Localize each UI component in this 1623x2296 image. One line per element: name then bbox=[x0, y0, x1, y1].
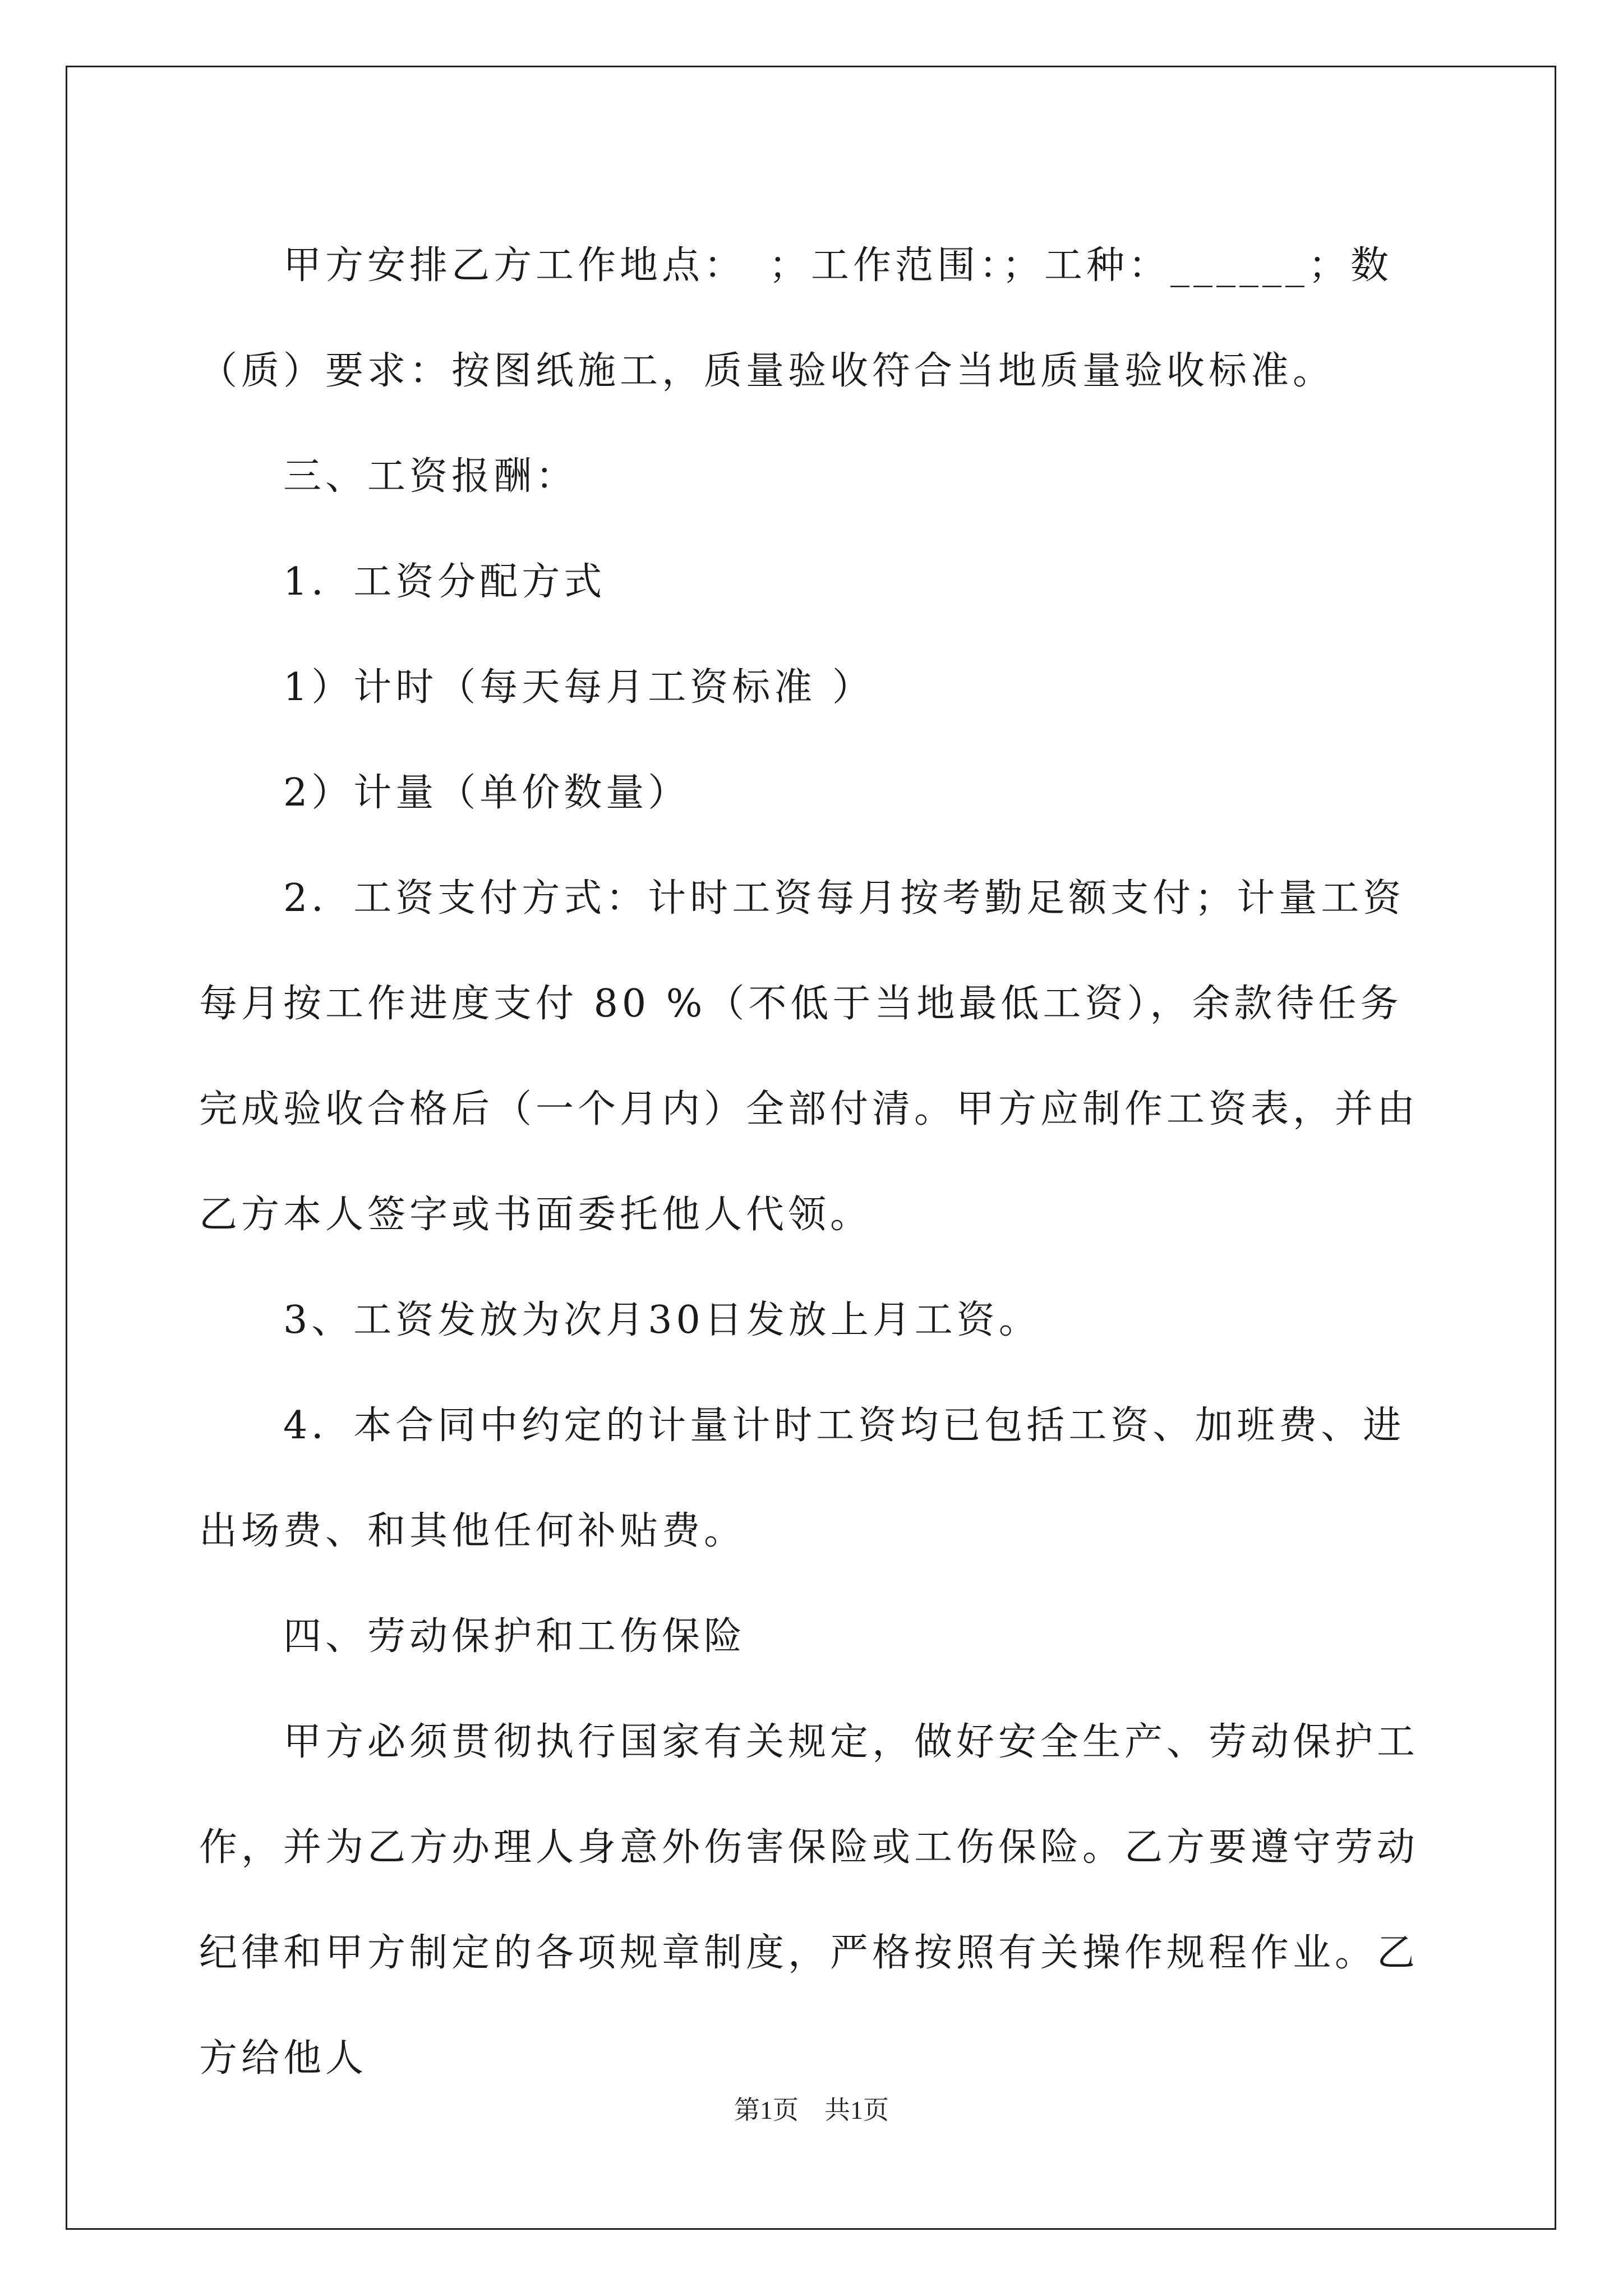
heading-labor-protection: 四、劳动保护和工伤保险 bbox=[283, 1614, 746, 1659]
page-number-footer: 第1页 共1页 bbox=[734, 2096, 889, 2124]
item-wage-distribution: 1．工资分配方式 bbox=[283, 560, 606, 604]
paragraph-payment-method: 2．工资支付方式：计时工资每月按考勤足额支付；计量工资每月按工作进度支付 80 %（不低于当地最低工资），余款待任务完成验收合格后（一个月内）全部付清。甲方应制作工资表，并由乙方本人签字或书面委托他人代领。 bbox=[199, 876, 1419, 1237]
paragraph-labor-protection: 甲方必须贯彻执行国家有关规定，做好安全生产、劳动保护工作，并为乙方办理人身意外伤害保险或工伤保险。乙方要遵守劳动纪律和甲方制定的各项规章制度，严格按照有关操作规程作业。乙方给他人 bbox=[199, 1720, 1419, 2081]
paragraph-wage-inclusions: 4．本合同中约定的计量计时工资均已包括工资、加班费、进出场费、和其他任何补贴费。 bbox=[199, 1404, 1405, 1553]
paragraph-payment-date: 3、工资发放为次月30日发放上月工资。 bbox=[283, 1298, 1041, 1342]
paragraph-work-location: 甲方安排乙方工作地点： ；工作范围：；工种：______；数（质）要求：按图纸施工，质量验收符合当地质量验收标准。 bbox=[199, 243, 1393, 393]
heading-wages: 三、工资报酬： bbox=[283, 454, 578, 499]
item-piece-based: 2）计量（单价数量） bbox=[283, 771, 690, 815]
document-body bbox=[199, 213, 1438, 2111]
item-time-based: 1）计时（每天每月工资标准 ） bbox=[283, 665, 874, 710]
